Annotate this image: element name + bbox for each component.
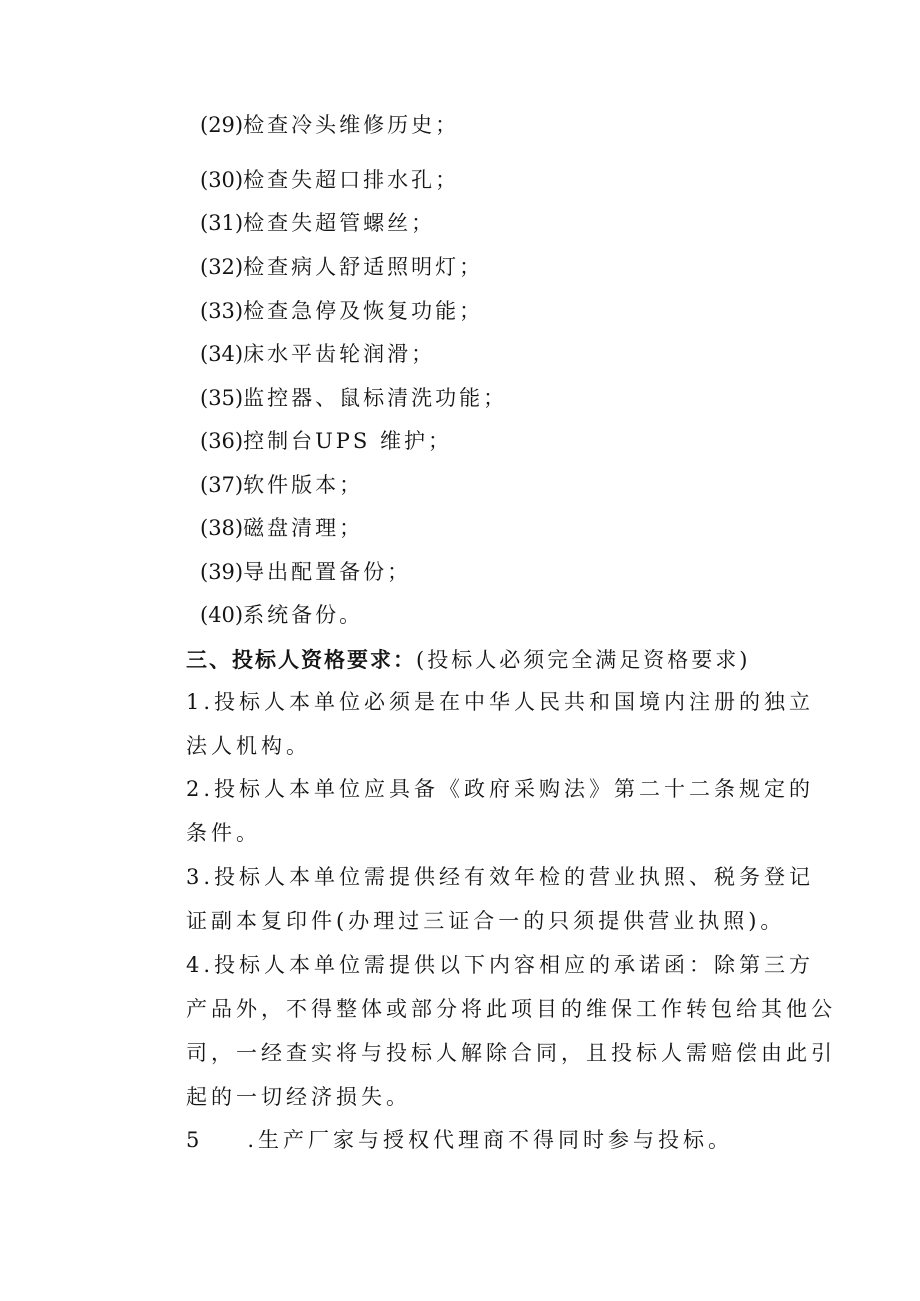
requirement-text: .投标人本单位必须是在中华人民共和国境内注册的独立法人机构。 [186,690,815,758]
list-item [200,339,435,369]
requirement-paragraph [140,1118,836,1162]
list-item [200,557,411,587]
item-text: 系统备份。 [243,603,364,627]
item-text: 监控器、鼠标清洗功能； [243,386,508,410]
section-heading [186,645,750,675]
list-item [200,426,452,456]
requirement-number: 4 [186,953,204,977]
list-item [200,165,459,195]
list-item [200,600,363,630]
item-text: 检查病人舒适照明灯； [243,255,484,279]
list-item [200,252,483,282]
item-number: (32) [200,255,244,279]
requirement-number: 1 [186,690,204,714]
item-number: (30) [200,168,244,192]
requirement-number: 2 [186,777,204,801]
item-number: (36) [200,429,244,453]
item-text: 检查失超管螺丝； [243,211,436,235]
item-number: (40) [200,603,244,627]
item-number: (38) [200,516,244,540]
section-note: (投标人必须完全满足资格要求) [416,648,751,672]
item-text: 控制台UPS 维护； [243,429,452,453]
item-number: (29) [200,113,244,137]
item-number: (35) [200,386,244,410]
item-number: (33) [200,299,244,323]
list-item [200,110,459,140]
item-number: (34) [200,342,244,366]
list-item [200,513,363,543]
item-number: (39) [200,560,244,584]
item-number: (37) [200,473,244,497]
requirement-paragraph [140,855,836,943]
requirement-paragraph [140,767,836,855]
item-text: 检查冷头维修历史； [243,113,460,137]
item-text: 检查急停及恢复功能； [243,299,484,323]
section-title: 三、投标人资格要求： [186,648,416,672]
requirement-paragraph [140,680,836,768]
list-item [200,296,483,326]
requirement-text: .投标人本单位需提供以下内容相应的承诺函：除第三方产品外，不得整体或部分将此项目的维保工作转包给其他公司，一经查实将与投标人解除合同，且投标人需赔偿由此引起的一切经济损失。 [186,953,836,1109]
requirement-text: .投标人本单位需提供经有效年检的营业执照、税务登记证副本复印件(办理过三证合一的只须提供营业执照)。 [186,865,815,933]
requirement-number: 5 [186,1128,204,1152]
item-text: 软件版本； [243,473,364,497]
list-item [200,470,363,500]
list-item [200,383,507,413]
item-text: 磁盘清理； [243,516,364,540]
requirement-paragraph [140,943,836,1119]
list-item [200,208,435,238]
item-text: 床水平齿轮润滑； [243,342,436,366]
item-number: (31) [200,211,244,235]
requirement-text: .生产厂家与授权代理商不得同时参与投标。 [247,1128,734,1152]
item-text: 导出配置备份； [243,560,412,584]
requirement-text: .投标人本单位应具备《政府采购法》第二十二条规定的条件。 [186,777,815,845]
item-text: 检查失超口排水孔； [243,168,460,192]
requirement-number: 3 [186,865,204,889]
